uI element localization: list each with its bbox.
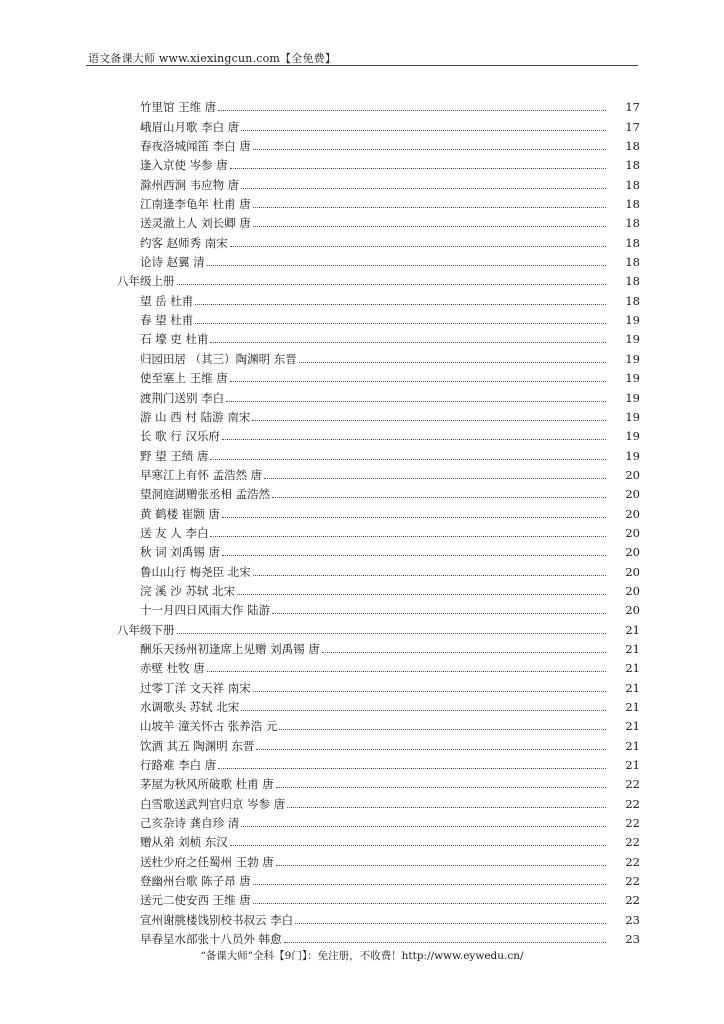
toc-page-number: 18 xyxy=(625,158,640,173)
toc-page-number: 18 xyxy=(625,235,640,250)
toc-entry[interactable] xyxy=(0,637,724,656)
toc-entry[interactable] xyxy=(0,772,724,791)
toc-page-number: 18 xyxy=(625,274,640,289)
toc-entry-title: 竹里馆 王维 唐 xyxy=(140,100,217,115)
toc-entry[interactable] xyxy=(0,327,724,346)
toc-page-number: 19 xyxy=(625,351,640,366)
toc-entry[interactable] xyxy=(0,95,724,114)
toc-entry[interactable] xyxy=(0,907,724,926)
toc-entry-title: 过零丁洋 文天祥 南宋 xyxy=(140,680,251,695)
toc-page-number: 21 xyxy=(625,641,640,656)
dot-leader xyxy=(222,438,606,440)
toc-entry[interactable] xyxy=(0,521,724,540)
toc-entry-title: 秋 词 刘禹锡 唐 xyxy=(140,545,220,560)
toc-entry-title: 酬乐天扬州初逢席上见赠 刘禹锡 唐 xyxy=(140,641,320,656)
toc-entry[interactable] xyxy=(0,598,724,617)
toc-page-number: 18 xyxy=(625,255,640,270)
dot-leader xyxy=(295,922,606,924)
toc-page-number: 18 xyxy=(625,177,640,192)
dot-leader xyxy=(279,728,606,730)
toc-page-number: 21 xyxy=(625,622,640,637)
dot-leader xyxy=(256,748,606,750)
toc-entry[interactable] xyxy=(0,869,724,888)
toc-entry-title: 行路难 李白 唐 xyxy=(140,758,217,773)
toc-entry-title: 望洞庭湖赠张丞相 孟浩然 xyxy=(140,487,271,502)
toc-entry-title: 早春呈水部张十八员外 韩愈 xyxy=(140,932,282,947)
toc-page-number: 21 xyxy=(625,661,640,676)
toc-entry[interactable] xyxy=(0,346,724,365)
toc-entry-title: 饮酒 其五 陶渊明 东晋 xyxy=(140,738,255,753)
dot-leader xyxy=(207,264,606,266)
toc-entry-title: 送杜少府之任蜀州 王勃 唐 xyxy=(140,854,274,869)
dot-leader xyxy=(177,632,607,634)
dot-leader xyxy=(272,612,606,614)
toc-section-heading[interactable] xyxy=(0,269,724,288)
toc-entry[interactable] xyxy=(0,405,724,424)
toc-entry[interactable] xyxy=(0,579,724,598)
dot-leader xyxy=(276,864,606,866)
toc-page-number: 20 xyxy=(625,564,640,579)
toc-page-number: 19 xyxy=(625,332,640,347)
toc-entry-title: 茅屋为秋风所破歌 杜甫 唐 xyxy=(140,777,274,792)
dot-leader xyxy=(272,496,606,498)
toc-page-number: 17 xyxy=(625,100,640,115)
dot-leader xyxy=(253,883,606,885)
toc-entry-title: 水调歌头 苏轼 北宋 xyxy=(140,700,240,714)
toc-entry[interactable] xyxy=(0,888,724,907)
toc-entry[interactable] xyxy=(0,134,724,153)
toc-entry[interactable] xyxy=(0,540,724,559)
toc-entry[interactable] xyxy=(0,791,724,810)
toc-entry-title: 宣州谢朓楼饯别校书叔云 李白 xyxy=(140,912,294,927)
toc-entry[interactable] xyxy=(0,192,724,211)
dot-leader xyxy=(222,516,606,518)
toc-entry-title: 归园田居 （其三）陶渊明 东晋 xyxy=(140,351,297,366)
toc-entry[interactable] xyxy=(0,927,724,946)
toc-page-number: 21 xyxy=(625,680,640,695)
toc-entry[interactable] xyxy=(0,463,724,482)
toc-page-number: 17 xyxy=(625,119,640,134)
toc-entry[interactable] xyxy=(0,153,724,172)
dot-leader xyxy=(177,283,607,285)
toc-page-number: 22 xyxy=(625,777,640,792)
toc-entry-title: 浣 溪 沙 苏轼 北宋 xyxy=(140,583,236,598)
dot-leader xyxy=(252,419,606,421)
dot-leader xyxy=(241,187,606,189)
toc-entry[interactable] xyxy=(0,733,724,752)
toc-page-number: 19 xyxy=(625,313,640,328)
toc-entry-title: 约客 赵师秀 南宋 xyxy=(140,235,228,250)
toc-page-number: 23 xyxy=(625,912,640,927)
toc-entry[interactable] xyxy=(0,559,724,578)
dot-leader xyxy=(226,400,606,402)
dot-leader xyxy=(284,941,606,943)
dot-leader xyxy=(207,670,606,672)
dot-leader xyxy=(253,148,606,150)
toc-page-number: 20 xyxy=(625,487,640,502)
toc-entry[interactable] xyxy=(0,308,724,327)
toc-entry[interactable] xyxy=(0,830,724,849)
toc-page-number: 21 xyxy=(625,719,640,734)
dot-leader xyxy=(237,593,606,595)
toc-entry-title: 己亥杂诗 龚自珍 清 xyxy=(140,816,240,831)
toc-entry-title: 送元二使安西 王维 唐 xyxy=(140,893,251,908)
dot-leader xyxy=(241,709,606,711)
toc-entry-title: 送灵澈上人 刘长卿 唐 xyxy=(140,216,251,231)
toc-entry-title: 石 壕 吏 杜甫 xyxy=(140,332,209,347)
dot-leader xyxy=(218,109,606,111)
toc-entry[interactable] xyxy=(0,656,724,675)
toc-entry-title: 长 歌 行 汉乐府 xyxy=(140,429,220,444)
toc-page-number: 21 xyxy=(625,700,640,714)
toc-entry[interactable] xyxy=(0,849,724,868)
toc-entry[interactable] xyxy=(0,424,724,443)
dot-leader xyxy=(210,341,606,343)
dot-leader xyxy=(218,767,606,769)
toc-entry-title: 滁州西涧 韦应物 唐 xyxy=(140,177,240,192)
toc-entry-title: 送 友 人 李白 xyxy=(140,525,209,540)
dot-leader xyxy=(222,554,606,556)
toc-entry-title: 白雪歌送武判官归京 岑参 唐 xyxy=(140,796,286,811)
toc-page-number: 23 xyxy=(625,932,640,947)
toc-entry[interactable] xyxy=(0,250,724,269)
toc-entry[interactable] xyxy=(0,211,724,230)
toc-page-number: 21 xyxy=(625,758,640,773)
toc-entry[interactable] xyxy=(0,366,724,385)
toc-page-number: 18 xyxy=(625,197,640,212)
toc-page-number: 18 xyxy=(625,293,640,308)
toc-page-number: 19 xyxy=(625,409,640,424)
toc-entry-title: 春夜洛城闻笛 李白 唐 xyxy=(140,139,251,154)
toc-entry-title: 峨眉山月歌 李白 唐 xyxy=(140,119,240,134)
toc-entry-title: 逢入京使 岑参 唐 xyxy=(140,158,228,173)
toc-entry-title: 游 山 西 村 陆游 南宋 xyxy=(140,409,251,424)
toc-entry[interactable] xyxy=(0,443,724,462)
toc-entry-title: 赤壁 杜牧 唐 xyxy=(140,661,205,676)
toc-entry[interactable] xyxy=(0,114,724,133)
toc-entry-title: 登幽州台歌 陈子昂 唐 xyxy=(140,874,251,889)
toc-entry-title: 望 岳 杜甫 xyxy=(140,293,194,308)
toc-entry-title: 论诗 赵翼 清 xyxy=(140,255,205,270)
toc-page-number: 21 xyxy=(625,738,640,753)
toc-page-number: 20 xyxy=(625,583,640,598)
toc-entry[interactable] xyxy=(0,811,724,830)
toc-page-number: 20 xyxy=(625,525,640,540)
toc-entry-title: 渡荆门送别 李白 xyxy=(140,390,225,405)
toc-entry-title: 早寒江上有怀 孟浩然 唐 xyxy=(140,467,263,482)
dot-leader xyxy=(241,825,606,827)
header-divider xyxy=(86,65,638,66)
page-header: 语文备课大师 www.xiexingcun.com【全免费】 xyxy=(88,52,337,65)
dot-leader xyxy=(253,902,606,904)
toc-entry-title: 鲁山山行 梅尧臣 北宋 xyxy=(140,564,251,579)
toc-entry[interactable] xyxy=(0,695,724,714)
toc-entry-title: 山坡羊 潼关怀古 张养浩 元 xyxy=(140,719,278,734)
dot-leader xyxy=(210,458,606,460)
dot-leader xyxy=(195,322,606,324)
toc-entry[interactable] xyxy=(0,172,724,191)
toc-page-number: 19 xyxy=(625,429,640,444)
dot-leader xyxy=(195,303,606,305)
toc-page-number: 22 xyxy=(625,854,640,869)
toc-page-number: 19 xyxy=(625,448,640,463)
dot-leader xyxy=(322,651,606,653)
dot-leader xyxy=(210,535,606,537)
toc-entry-title: 八年级下册 xyxy=(117,622,175,637)
dot-leader xyxy=(230,380,606,382)
toc-entry[interactable] xyxy=(0,675,724,694)
toc-section-heading[interactable] xyxy=(0,617,724,636)
dot-leader xyxy=(264,477,606,479)
toc-entry[interactable] xyxy=(0,714,724,733)
page-footer: “备课大师”全科【9门】：免注册，不收费！http://www.eywedu.cn/ xyxy=(200,950,524,962)
toc-page-number: 19 xyxy=(625,371,640,386)
toc-page-number: 20 xyxy=(625,467,640,482)
dot-leader xyxy=(253,225,606,227)
toc-page-number: 22 xyxy=(625,874,640,889)
toc-entry-title: 八年级上册 xyxy=(117,274,175,289)
toc-entry[interactable] xyxy=(0,385,724,404)
toc-page-number: 19 xyxy=(625,390,640,405)
toc-entry-title: 十一月四日风雨大作 陆游 xyxy=(140,603,271,618)
toc-page-number: 18 xyxy=(625,216,640,231)
toc-entry[interactable] xyxy=(0,482,724,501)
toc-page-number: 20 xyxy=(625,545,640,560)
toc-entry-title: 春 望 杜甫 xyxy=(140,313,194,328)
toc-entry[interactable] xyxy=(0,753,724,772)
dot-leader xyxy=(230,245,606,247)
table-of-contents xyxy=(0,95,724,946)
toc-entry[interactable] xyxy=(0,230,724,249)
dot-leader xyxy=(230,844,606,846)
toc-entry-title: 野 望 王绩 唐 xyxy=(140,448,209,463)
dot-leader xyxy=(299,361,606,363)
toc-entry-title: 使至塞上 王维 唐 xyxy=(140,371,228,386)
toc-entry-title: 江南逢李龟年 杜甫 唐 xyxy=(140,197,251,212)
toc-page-number: 20 xyxy=(625,603,640,618)
dot-leader xyxy=(230,167,606,169)
toc-page-number: 22 xyxy=(625,893,640,908)
toc-page-number: 22 xyxy=(625,816,640,831)
dot-leader xyxy=(253,574,606,576)
toc-entry[interactable] xyxy=(0,501,724,520)
dot-leader xyxy=(276,786,606,788)
toc-entry-title: 赠从弟 刘桢 东汉 xyxy=(140,835,228,850)
dot-leader xyxy=(287,806,606,808)
toc-page-number: 22 xyxy=(625,835,640,850)
toc-entry[interactable] xyxy=(0,288,724,307)
dot-leader xyxy=(253,206,606,208)
toc-page-number: 20 xyxy=(625,506,640,521)
dot-leader xyxy=(241,129,606,131)
toc-entry-title: 黄 鹤楼 崔颢 唐 xyxy=(140,506,220,521)
dot-leader xyxy=(253,690,606,692)
toc-page-number: 22 xyxy=(625,796,640,811)
toc-page-number: 18 xyxy=(625,139,640,154)
